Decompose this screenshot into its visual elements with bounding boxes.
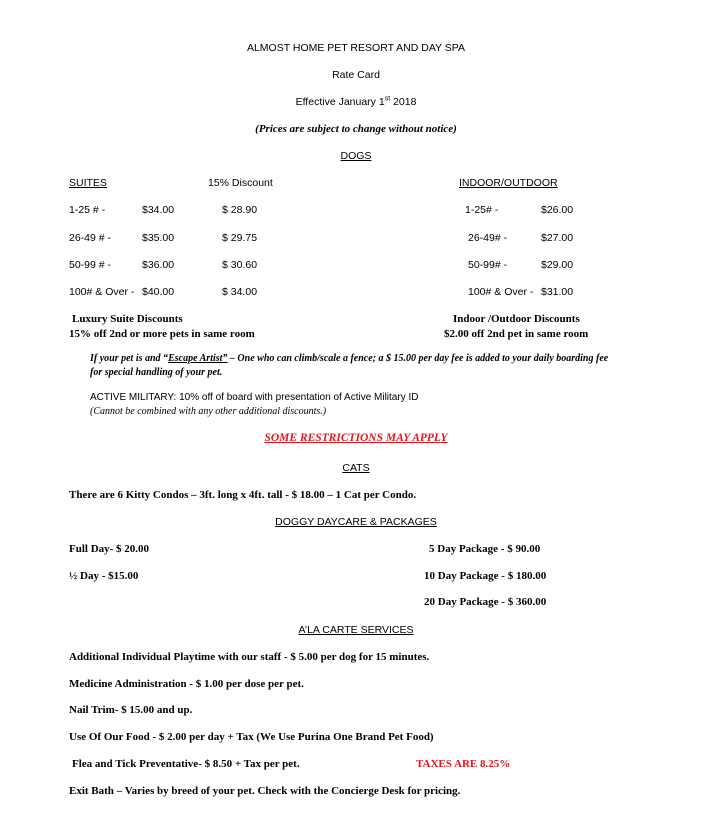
page-title: ALMOST HOME PET RESORT AND DAY SPA [246, 42, 466, 54]
effective-date [0, 96, 712, 108]
escape-suffix: – One who can climb/scale a fence; a $ 15.00 per day fee is added to your daily boarding fee [227, 353, 609, 364]
luxury-discount-title: Luxury Suite Discounts [72, 313, 183, 325]
indoor-weight: 50-99# - [468, 259, 508, 271]
page-subtitle: Rate Card [332, 69, 380, 81]
dogs-heading: DOGS [340, 150, 372, 162]
prices-notice: (Prices are subject to change without notice) [255, 123, 457, 135]
suite-price: $35.00 [142, 232, 175, 244]
package-5-day: 5 Day Package - $ 90.00 [429, 543, 541, 555]
suite-discount-price: $ 34.00 [222, 286, 258, 298]
medicine-service: Medicine Administration - $ 1.00 per dose per pet. [69, 678, 304, 690]
escape-artist-note-line2: for special handling of your pet. [90, 367, 223, 378]
effective-date-year: 2018 [390, 96, 417, 108]
alacarte-heading: A’LA CARTE SERVICES [298, 624, 414, 636]
suites-header: SUITES [69, 177, 107, 189]
suite-discount-price: $ 29.75 [222, 232, 258, 244]
daycare-heading: DOGGY DAYCARE & PACKAGES [275, 516, 437, 528]
escape-artist-note [90, 353, 608, 364]
indoor-weight: 100# & Over - [468, 286, 534, 298]
suite-discount-price: $ 28.90 [222, 204, 258, 216]
suite-price: $34.00 [142, 204, 175, 216]
effective-date-suffix: st [384, 95, 391, 103]
playtime-service: Additional Individual Playtime with our staff - $ 5.00 per dog for 15 minutes. [69, 651, 430, 663]
indoor-discount-title: Indoor /Outdoor Discounts [453, 313, 580, 325]
suite-price: $40.00 [142, 286, 175, 298]
taxes-notice: TAXES ARE 8.25% [416, 758, 511, 770]
indoor-weight: 1-25# - [465, 204, 499, 216]
nail-trim-service: Nail Trim- $ 15.00 and up. [69, 704, 193, 716]
exit-bath-service: Exit Bath – Varies by breed of your pet. Check with the Concierge Desk for pricing. [69, 785, 461, 797]
full-day-price: Full Day- $ 20.00 [69, 543, 150, 555]
indoor-outdoor-header: INDOOR/OUTDOOR [459, 177, 558, 189]
suite-price: $36.00 [142, 259, 175, 271]
suite-weight: 1-25 # - [69, 204, 106, 216]
escape-term: Escape Artist” [168, 353, 228, 364]
escape-prefix: If your pet is and “ [90, 353, 169, 364]
indoor-price: $26.00 [541, 204, 574, 216]
indoor-weight: 26-49# - [468, 232, 508, 244]
flea-tick-service: Flea and Tick Preventative- $ 8.50 + Tax per pet. [72, 758, 300, 770]
military-discount: ACTIVE MILITARY: 10% off of board with presentation of Active Military ID [90, 392, 419, 403]
cats-heading: CATS [342, 462, 370, 474]
indoor-discount-text: $2.00 off 2nd pet in same room [444, 328, 589, 340]
half-day-price: ½ Day - $15.00 [69, 570, 139, 582]
suite-weight: 50-99 # - [69, 259, 112, 271]
indoor-price: $29.00 [541, 259, 574, 271]
food-service: Use Of Our Food - $ 2.00 per day + Tax (We Use Purina One Brand Pet Food) [69, 731, 434, 743]
package-10-day: 10 Day Package - $ 180.00 [424, 570, 547, 582]
cats-text: There are 6 Kitty Condos – 3ft. long x 4ft. tall - $ 18.00 – 1 Cat per Condo. [69, 489, 417, 501]
military-note: (Cannot be combined with any other additional discounts.) [90, 406, 327, 417]
luxury-discount-text: 15% off 2nd or more pets in same room [69, 328, 255, 340]
suite-discount-price: $ 30.60 [222, 259, 258, 271]
restrictions-notice: SOME RESTRICTIONS MAY APPLY [264, 432, 448, 444]
suite-weight: 100# & Over - [69, 286, 135, 298]
indoor-price: $31.00 [541, 286, 574, 298]
effective-date-text: Effective January 1 [295, 96, 385, 108]
package-20-day: 20 Day Package - $ 360.00 [424, 596, 547, 608]
discount-header: 15% Discount [208, 177, 273, 189]
indoor-price: $27.00 [541, 232, 574, 244]
suite-weight: 26-49 # - [69, 232, 112, 244]
